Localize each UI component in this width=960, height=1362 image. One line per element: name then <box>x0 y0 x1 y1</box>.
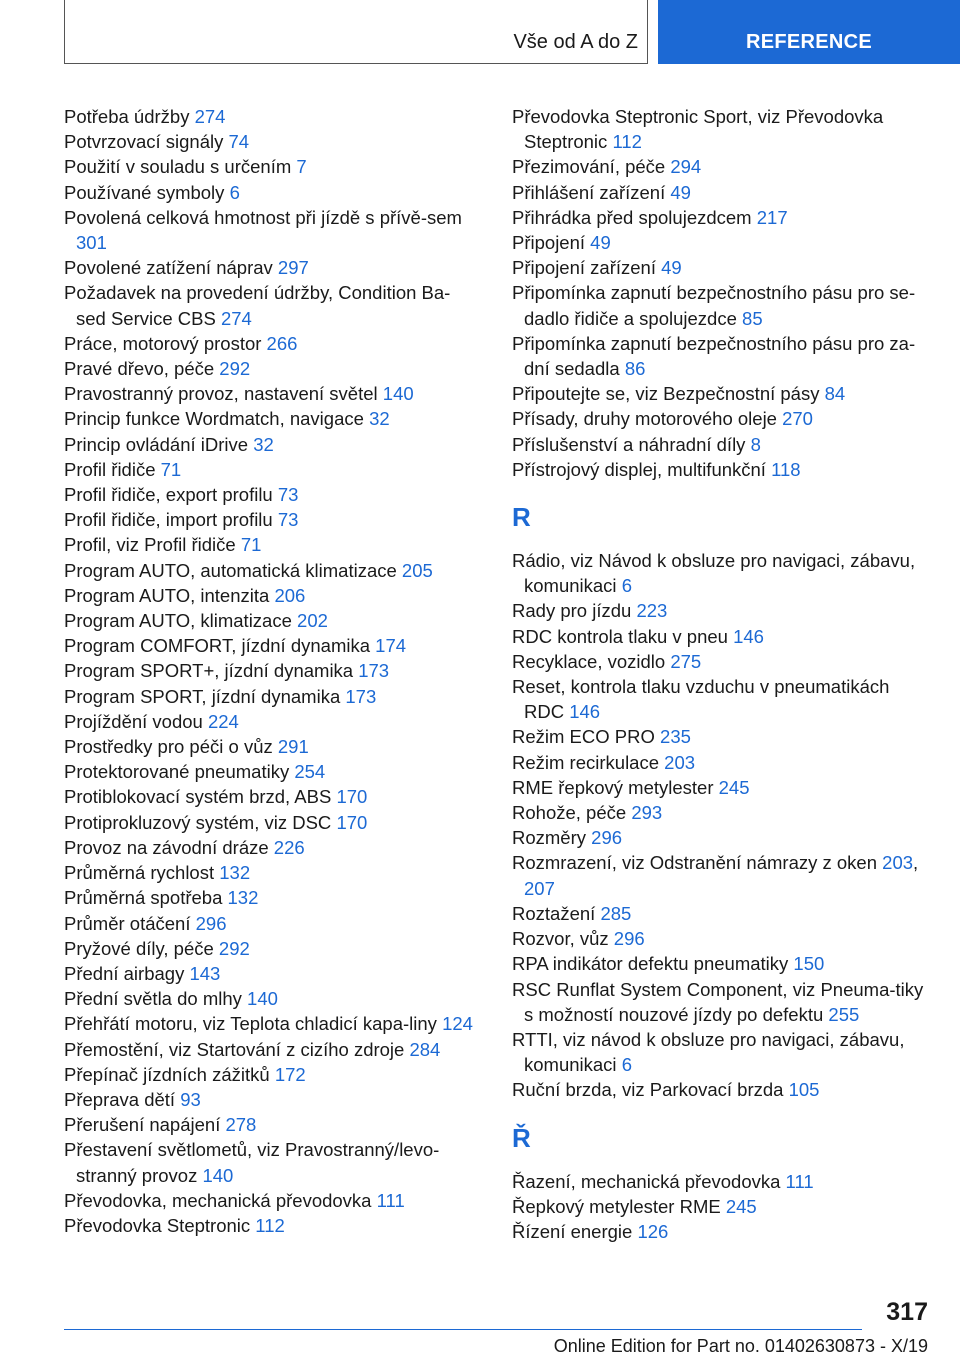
index-entry <box>512 1027 930 1077</box>
index-term: Rady pro jízdu <box>512 600 637 622</box>
index-term: Profil řidiče, export profilu <box>64 484 278 506</box>
page-link[interactable]: 86 <box>624 358 646 380</box>
page-link[interactable]: 6 <box>621 575 632 597</box>
page-link[interactable]: 245 <box>725 1195 757 1217</box>
index-term: Program SPORT, jízdní dynamika <box>64 685 346 707</box>
index-entry <box>64 784 474 809</box>
page-link[interactable]: 293 <box>631 802 663 824</box>
index-entry <box>64 129 474 154</box>
page-link[interactable]: 112 <box>612 131 642 153</box>
index-entry <box>512 800 930 825</box>
index-term: Povolené zatížení náprav <box>64 257 278 279</box>
index-term: Program COMFORT, jízdní dynamika <box>64 635 376 657</box>
index-entry <box>64 684 474 709</box>
index-term: Pravé dřevo, péče <box>64 358 220 380</box>
index-entry <box>64 885 474 910</box>
index-term: Projíždění vodou <box>64 710 208 732</box>
page-link[interactable]: 266 <box>266 332 298 354</box>
index-entry <box>64 810 474 835</box>
index-letter-heading: Ř <box>512 1122 531 1153</box>
page-link[interactable]: 6 <box>621 1054 632 1076</box>
index-entry <box>64 457 474 482</box>
page-link[interactable]: 294 <box>670 156 702 178</box>
index-term: Potřeba údržby <box>64 106 195 127</box>
index-entry <box>512 1194 930 1219</box>
index-term: Program SPORT+, jízdní dynamika <box>64 660 359 682</box>
page-link[interactable]: 284 <box>409 1038 441 1060</box>
index-term: Přezimování, péče <box>512 156 671 178</box>
index-entry <box>512 432 930 457</box>
index-term: Pravostranný provoz, nastavení světel <box>64 383 383 405</box>
index-entry <box>64 432 474 457</box>
index-entry <box>64 633 474 658</box>
index-term: Přední světla do mlhy <box>64 988 248 1010</box>
index-entry <box>64 709 474 734</box>
index-term: Práce, motorový prostor <box>64 332 267 354</box>
index-term: RDC kontrola tlaku v pneu <box>512 625 734 647</box>
page-link[interactable]: 132 <box>219 862 251 884</box>
page-link[interactable]: 105 <box>788 1079 820 1101</box>
index-entry <box>64 911 474 936</box>
index-entry <box>512 674 930 724</box>
page-link[interactable]: 207 <box>524 877 555 899</box>
index-entry <box>64 482 474 507</box>
index-entry <box>512 280 930 330</box>
index-term: Připomínka zapnutí bezpečnostního pásu pro za‐dní sedadla <box>512 332 916 380</box>
index-entry <box>64 583 474 608</box>
page-link[interactable]: 140 <box>202 1164 234 1186</box>
index-term: Přední airbagy <box>64 962 190 984</box>
page-link[interactable]: 126 <box>637 1220 669 1242</box>
page-link[interactable]: 224 <box>207 710 239 732</box>
page-link[interactable]: 203 <box>882 852 914 874</box>
index-entry <box>512 205 930 230</box>
page-link[interactable]: 112 <box>255 1214 285 1236</box>
page-link[interactable]: 49 <box>670 181 691 203</box>
page-link[interactable]: 254 <box>294 761 326 783</box>
index-term: Program AUTO, automatická klimatizace <box>64 559 402 581</box>
index-term: Příslušenství a náhradní díly <box>512 433 751 455</box>
page-link[interactable]: 73 <box>277 484 299 506</box>
index-entry <box>64 558 474 583</box>
index-entry <box>64 860 474 885</box>
index-term: Rohože, péče <box>512 802 632 824</box>
page-link[interactable]: 174 <box>375 635 407 657</box>
index-term: Princip funkce Wordmatch, navigace <box>64 408 370 430</box>
index-term: Protiblokovací systém brzd, ABS <box>64 786 337 808</box>
page-link[interactable]: 291 <box>277 736 309 758</box>
index-entry <box>512 775 930 800</box>
page-link[interactable]: 170 <box>336 786 368 808</box>
index-term: Protektorované pneumatiky <box>64 761 295 783</box>
index-letter-heading: R <box>512 502 531 533</box>
index-term: Přístrojový displej, multifunkční <box>512 458 772 480</box>
index-entry <box>64 835 474 860</box>
index-entry <box>512 381 930 406</box>
index-entry <box>512 1169 930 1194</box>
index-term: Požadavek na provedení údržby, Condition Ba‐sed Service CBS <box>64 282 451 329</box>
index-entry <box>512 624 930 649</box>
index-term: Připoutejte se, viz Bezpečnostní pásy <box>512 383 825 405</box>
index-term: Reset, kontrola tlaku vzduchu v pneumatikách RDC <box>512 676 890 723</box>
page-link[interactable]: 173 <box>358 660 390 682</box>
index-term: Protiprokluzový systém, viz DSC <box>64 811 337 833</box>
index-entry <box>512 926 930 951</box>
index-entry <box>512 457 930 482</box>
section-title: Vše od A do Z <box>513 31 638 53</box>
page-link[interactable]: 111 <box>376 1189 405 1211</box>
index-entry <box>64 1188 474 1213</box>
index-term: Převodovka Steptronic Sport, viz Převodovka Steptronic <box>512 106 884 153</box>
index-entry <box>512 825 930 850</box>
page-link[interactable]: 71 <box>240 534 262 556</box>
index-term: Připojení <box>512 232 591 254</box>
index-term: Převodovka, mechanická převodovka <box>64 1189 377 1211</box>
index-term: Průměrná rychlost <box>64 862 220 884</box>
index-entry <box>64 180 474 205</box>
page-link[interactable]: 7 <box>296 156 307 178</box>
index-entry <box>64 1011 474 1036</box>
page-link[interactable]: 143 <box>189 962 221 984</box>
index-term: Program AUTO, klimatizace <box>64 610 298 632</box>
index-entry <box>64 1062 474 1087</box>
page-link[interactable]: 146 <box>733 625 764 647</box>
page-link[interactable]: 270 <box>782 408 813 430</box>
index-term: Ruční brzda, viz Parkovací brzda <box>512 1079 789 1101</box>
index-entry <box>512 724 930 749</box>
page-link[interactable]: 173 <box>345 685 377 707</box>
index-term: Průměrná spotřeba <box>64 887 228 909</box>
index-term: Program AUTO, intenzita <box>64 584 275 606</box>
index-term: Provoz na závodní dráze <box>64 836 274 858</box>
index-term: Řazení, mechanická převodovka <box>512 1170 786 1192</box>
index-term: Přihlášení zařízení <box>512 181 671 203</box>
page-link[interactable]: 202 <box>297 610 328 632</box>
page-link[interactable]: 140 <box>247 988 278 1010</box>
page-link[interactable]: 223 <box>636 600 668 622</box>
index-term: RTTI, viz návod k obsluze pro navigaci, zábavu, komunikaci <box>512 1028 905 1076</box>
index-entry <box>512 154 930 179</box>
page-link[interactable]: 170 <box>336 811 368 833</box>
page-separator: , <box>913 852 919 874</box>
page-link[interactable]: 132 <box>227 887 259 909</box>
index-term: Profil, viz Profil řidiče <box>64 534 241 556</box>
page-link[interactable]: 274 <box>194 106 226 127</box>
index-term: Pryžové díly, péče <box>64 937 219 959</box>
page-link[interactable]: 226 <box>273 836 305 858</box>
index-term: Řepkový metylester RME <box>512 1195 726 1217</box>
page-link[interactable]: 6 <box>229 181 240 203</box>
index-term: Přehřátí motoru, viz Teplota chladicí kapa‐liny <box>64 1013 443 1035</box>
index-term: Prostředky pro péči o vůz <box>64 736 278 758</box>
index-term: Použití v souladu s určením <box>64 156 297 178</box>
reference-tab[interactable]: REFERENCE <box>658 0 960 64</box>
index-term: Používané symboly <box>64 181 230 203</box>
index-term: Povolená celková hmotnost při jízdě s přívě‐sem <box>64 206 462 228</box>
page-link[interactable]: 245 <box>718 776 750 798</box>
index-entry <box>64 1137 474 1187</box>
index-term: Průměr otáčení <box>64 912 196 934</box>
index-entry <box>64 1213 474 1238</box>
page-link[interactable]: 285 <box>600 902 632 924</box>
page-link[interactable]: 172 <box>274 1063 306 1085</box>
page-link[interactable]: 274 <box>220 307 252 329</box>
index-term: Přestavení světlometů, viz Pravostranný/levo‐stranný provoz <box>64 1139 440 1186</box>
page-link[interactable]: 73 <box>277 509 299 531</box>
index-term: Přísady, druhy motorového oleje <box>512 408 783 430</box>
index-entry <box>64 205 474 255</box>
index-term: Připomínka zapnutí bezpečnostního pásu pro se‐dadlo řidiče a spolujezdce <box>512 282 916 329</box>
index-term: RSC Runflat System Component, viz Pneuma‐tiky s možností nouzové jízdy po defektu <box>512 978 924 1025</box>
index-entry <box>64 356 474 381</box>
page-link[interactable]: 111 <box>785 1170 814 1192</box>
index-entry <box>512 1219 930 1244</box>
index-entry <box>512 951 930 976</box>
index-term: RME řepkový metylester <box>512 776 719 798</box>
index-column-left <box>64 104 474 1238</box>
page-link[interactable]: 206 <box>274 584 306 606</box>
index-entry <box>512 406 930 431</box>
page-link[interactable]: 74 <box>228 131 250 153</box>
index-term: Profil řidiče, import profilu <box>64 509 278 531</box>
page-link[interactable]: 124 <box>442 1013 473 1035</box>
page-link[interactable]: 150 <box>793 953 825 975</box>
index-term: Přeprava dětí <box>64 1088 181 1110</box>
index-entry <box>512 901 930 926</box>
index-term: Režim ECO PRO <box>512 726 661 748</box>
page-number: 317 <box>886 1298 928 1326</box>
footer-divider <box>64 1329 862 1330</box>
page-link[interactable]: 32 <box>369 408 390 430</box>
index-entry <box>64 154 474 179</box>
index-entry <box>64 406 474 431</box>
index-entry <box>64 734 474 759</box>
page-link[interactable]: 297 <box>277 257 309 279</box>
footer-edition: Online Edition for Part no. 01402630873 - X/19 <box>553 1336 928 1356</box>
index-entry <box>64 280 474 330</box>
index-entry <box>512 649 930 674</box>
page-link[interactable]: 71 <box>160 458 182 480</box>
index-entry <box>64 936 474 961</box>
page-link[interactable]: 275 <box>670 650 702 672</box>
index-term: Přepínač jízdních zážitků <box>64 1063 275 1085</box>
index-entry <box>64 759 474 784</box>
index-entry <box>64 104 474 129</box>
page-link[interactable]: 296 <box>195 912 227 934</box>
page-link[interactable]: 49 <box>661 257 682 279</box>
page-link[interactable]: 203 <box>664 751 696 773</box>
index-term: Profil řidiče <box>64 458 161 480</box>
index-entry <box>512 331 930 381</box>
page-link[interactable]: 292 <box>219 358 251 380</box>
index-entry <box>512 750 930 775</box>
index-entry <box>512 598 930 623</box>
index-entry <box>64 331 474 356</box>
page-link[interactable]: 296 <box>591 827 623 849</box>
page-link[interactable]: 296 <box>613 928 645 950</box>
index-entry <box>64 1112 474 1137</box>
index-term: Princip ovládání iDrive <box>64 433 254 455</box>
index-entry <box>64 1037 474 1062</box>
page-link[interactable]: 84 <box>824 383 846 405</box>
index-entry <box>64 507 474 532</box>
index-column-right <box>512 104 930 1244</box>
index-term: Řízení energie <box>512 1220 638 1242</box>
page-link[interactable]: 93 <box>180 1088 201 1110</box>
index-term: Přihrádka před spolujezdcem <box>512 206 757 228</box>
index-entry <box>512 1077 930 1102</box>
page-link[interactable]: 85 <box>742 307 763 329</box>
page-link[interactable]: 140 <box>382 383 414 405</box>
index-term: Režim recirkulace <box>512 751 665 773</box>
index-entry <box>512 850 930 900</box>
index-entry <box>64 255 474 280</box>
page-link[interactable]: 118 <box>771 458 801 480</box>
index-term: Převodovka Steptronic <box>64 1214 256 1236</box>
index-entry <box>512 255 930 280</box>
page-link[interactable]: 301 <box>76 232 107 254</box>
index-term: Rozměry <box>512 827 592 849</box>
index-term: Rozvor, vůz <box>512 928 614 950</box>
index-entry <box>64 532 474 557</box>
page-link[interactable]: 217 <box>756 206 788 228</box>
page-link[interactable]: 292 <box>218 937 250 959</box>
index-entry <box>64 658 474 683</box>
index-term: RPA indikátor defektu pneumatiky <box>512 953 794 975</box>
index-entry <box>64 961 474 986</box>
page-link[interactable]: 32 <box>253 433 274 455</box>
page-link[interactable]: 235 <box>660 726 691 748</box>
index-entry <box>64 986 474 1011</box>
page-link[interactable]: 8 <box>750 433 761 455</box>
index-entry <box>512 180 930 205</box>
index-term: Recyklace, vozidlo <box>512 650 671 672</box>
index-entry <box>512 230 930 255</box>
page-link[interactable]: 49 <box>590 232 611 254</box>
index-entry <box>512 104 930 154</box>
index-entry <box>64 1087 474 1112</box>
page-link[interactable]: 278 <box>225 1114 257 1136</box>
index-term: Rádio, viz Návod k obsluze pro navigaci, zábavu, komunikaci <box>512 550 916 597</box>
index-term: Připojení zařízení <box>512 257 662 279</box>
index-term: Přerušení napájení <box>64 1114 226 1136</box>
index-entry <box>64 608 474 633</box>
index-term: Rozmrazení, viz Odstranění námrazy z oken <box>512 852 883 874</box>
index-entry <box>512 548 930 598</box>
page-link[interactable]: 255 <box>828 1003 860 1025</box>
index-term: Roztažení <box>512 902 601 924</box>
index-entry <box>512 977 930 1027</box>
index-term: Přemostění, viz Startování z cizího zdroje <box>64 1038 410 1060</box>
index-term: Potvrzovací signály <box>64 131 229 153</box>
page-link[interactable]: 205 <box>401 559 433 581</box>
page-link[interactable]: 146 <box>569 701 601 723</box>
index-entry <box>64 381 474 406</box>
